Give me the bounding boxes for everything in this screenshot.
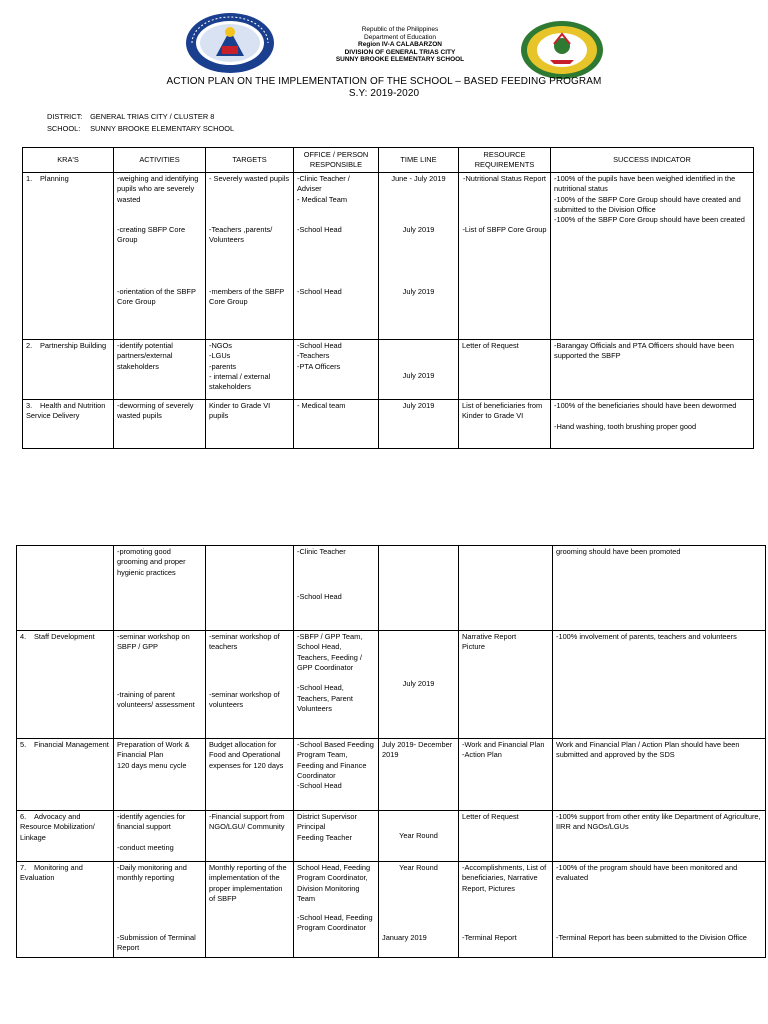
success-cell (551, 400, 754, 449)
kra-number: 2. (26, 341, 33, 350)
header-timeline: TIME LINE (379, 148, 459, 173)
target-item: -seminar workshop of teachers (209, 632, 280, 652)
office-item: -School Head -Teachers -PTA Officers (297, 341, 342, 371)
activity-item: -Daily monitoring and monthly reporting (117, 863, 187, 883)
school-info (47, 124, 234, 134)
success-text: -100% of the pupils have been weighed identified in the nutritional status -100% of the SBFP Core Group should have created and submitted to the Division Office -100% of the SBFP Core Group should have been created (554, 174, 745, 225)
success-text: -Barangay Officials and PTA Officers should have been supported the SBFP (554, 341, 734, 361)
header-targets: TARGETS (206, 148, 294, 173)
activity-item: -creating SBFP Core Group (117, 225, 186, 245)
timeline-item: July 2019 (402, 225, 435, 234)
timeline-item: January 2019 (382, 933, 427, 942)
action-plan-table-page-2 (16, 545, 766, 958)
header-kras: KRA'S (23, 148, 114, 173)
title-line-2: S.Y: 2019-2020 (348, 88, 420, 99)
success-text: -100% of the beneficiaries should have been dewormed -Hand washing, tooth brushing proper good (554, 401, 737, 431)
letterhead-line: Region IV-A CALABARZON (358, 41, 442, 49)
timeline-cell (379, 739, 459, 811)
kra-number: 5. (20, 740, 27, 749)
targets-cell (206, 546, 294, 631)
office-cell (294, 631, 379, 739)
table-row (23, 340, 754, 400)
kra-number: 3. (26, 401, 33, 410)
kra-label: Advocacy and Resource Mobilization/ Linkage (20, 812, 95, 842)
table-row (23, 400, 754, 449)
deped-seal-logo (184, 12, 276, 74)
letterhead-line: DIVISION OF GENERAL TRIAS CITY (344, 48, 456, 56)
timeline-cell (379, 173, 459, 340)
school-label: SCHOOL: (47, 124, 81, 133)
targets-cell (206, 340, 294, 400)
resources-cell (459, 546, 553, 631)
activity-item: -training of parent volunteers/ assessment (117, 690, 195, 710)
target-item: -Financial support from NGO/LGU/ Community (209, 812, 285, 832)
office-item: -School Based Feeding Program Team, Feeding and Finance Coordinator -School Head (297, 740, 374, 791)
timeline-item: July 2019 (402, 401, 435, 410)
school-value: SUNNY BROOKE ELEMENTARY SCHOOL (90, 124, 235, 133)
success-text: grooming should have been promoted (556, 547, 681, 556)
table-row (23, 173, 754, 340)
activity-item: -deworming of severely wasted pupils (117, 401, 194, 421)
activity-item: -orientation of the SBFP Core Group (117, 287, 196, 307)
success-text: -100% of the program should have been monitored and evaluated (556, 863, 738, 883)
resources-cell (459, 631, 553, 739)
activities-cell (114, 173, 206, 340)
targets-cell (206, 811, 294, 862)
kra-label: Staff Development (34, 632, 95, 641)
kra-label: Partnership Building (40, 341, 107, 350)
target-item: -NGOs -LGUs -parents - internal / external stakeholders (209, 341, 271, 392)
office-item: District Supervisor Principal Feeding Teacher (297, 812, 357, 842)
activities-cell (114, 631, 206, 739)
target-item: -seminar workshop of volunteers (209, 690, 280, 710)
success-text: Work and Financial Plan / Action Plan should have been submitted and approved by the SDS (556, 740, 740, 760)
district-label: DISTRICT: (47, 112, 83, 121)
action-plan-table-page-1 (22, 147, 754, 449)
success-cell (551, 173, 754, 340)
resource-item: Letter of Request (462, 812, 519, 821)
school-seal-logo (520, 20, 604, 80)
targets-cell (206, 739, 294, 811)
office-cell (294, 811, 379, 862)
target-item: Monthly reporting of the implementation of the proper implementation of SBFP (209, 863, 287, 903)
letterhead-line: SUNNY BROOKE ELEMENTARY SCHOOL (335, 56, 465, 64)
timeline-item: July 2019- December 2019 (382, 740, 453, 760)
kra-cell (23, 400, 114, 449)
office-item: -Clinic Teacher / Adviser - Medical Team (297, 174, 350, 204)
target-item: -Teachers ,parents/ Volunteers (209, 225, 273, 245)
activity-item: -identify agencies for financial support -conduct meeting (117, 812, 186, 852)
timeline-item: Year Round (399, 863, 438, 872)
timeline-cell (379, 546, 459, 631)
district-value: GENERAL TRIAS CITY / CLUSTER 8 (90, 112, 215, 121)
document-letterhead (300, 26, 500, 64)
kra-label: Monitoring and Evaluation (20, 863, 83, 883)
success-text: -Terminal Report has been submitted to the Division Office (556, 933, 747, 942)
activity-item: -seminar workshop on SBFP / GPP (117, 632, 190, 652)
office-item: - Medical team (297, 401, 346, 410)
resource-item: -List of SBFP Core Group (462, 225, 547, 234)
activities-cell (114, 739, 206, 811)
activities-cell (114, 546, 206, 631)
office-item: -Clinic Teacher (297, 547, 346, 556)
resource-item: -Work and Financial Plan -Action Plan (462, 740, 545, 760)
activity-item: -promoting good grooming and proper hygienic practices (117, 547, 186, 577)
office-cell (294, 173, 379, 340)
office-cell (294, 400, 379, 449)
resources-cell (459, 173, 551, 340)
office-item: -School Head (297, 287, 342, 296)
success-cell (553, 631, 766, 739)
header-resources: RESOURCE REQUIREMENTS (459, 148, 551, 173)
timeline-item: July 2019 (402, 370, 435, 380)
kra-cell (23, 340, 114, 400)
table-row (17, 631, 766, 739)
timeline-cell (379, 811, 459, 862)
activities-cell (114, 340, 206, 400)
office-item: -School Head (297, 225, 342, 234)
kra-number: 4. (20, 632, 27, 641)
resource-item: -Nutritional Status Report (463, 174, 546, 183)
header-success: SUCCESS INDICATOR (551, 148, 754, 173)
office-cell (294, 862, 379, 958)
kra-cell (17, 546, 114, 631)
document-title (0, 76, 768, 100)
success-text: -100% involvement of parents, teachers and volunteers (556, 632, 737, 641)
activity-item: -Submission of Terminal Report (117, 933, 196, 953)
table-row (17, 862, 766, 958)
office-item: -SBFP / GPP Team, School Head, Teachers, Feeding / GPP Coordinator -School Head, Teachers, Parent Volunteers (297, 632, 363, 714)
office-cell (294, 739, 379, 811)
kra-label: Health and Nutrition Service Delivery (26, 401, 106, 421)
timeline-item: July 2019 (402, 287, 435, 296)
kra-number: 1. (26, 174, 33, 183)
target-item: - Severely wasted pupils (209, 174, 290, 183)
kra-label: Financial Management (34, 740, 109, 749)
resource-item: -Accomplishments, List of beneficiaries, Narrative Report, Pictures (462, 863, 547, 893)
activity-item: Preparation of Work & Financial Plan 120 days menu cycle (117, 740, 190, 770)
office-cell (294, 546, 379, 631)
office-item: School Head, Feeding Program Coordinator, Division Monitoring Team (297, 863, 371, 903)
targets-cell (206, 862, 294, 958)
timeline-cell (379, 862, 459, 958)
letterhead-line: Department of Education (364, 33, 436, 41)
kra-label: Planning (40, 174, 69, 183)
resource-item: List of beneficiaries from Kinder to Grade VI (462, 401, 543, 421)
kra-cell (17, 811, 114, 862)
resource-item: -Terminal Report (462, 933, 517, 942)
target-item: -members of the SBFP Core Group (209, 287, 285, 307)
office-cell (294, 340, 379, 400)
kra-number: 6. (20, 812, 27, 821)
letterhead-line: Republic of the Philippines (361, 26, 439, 33)
activities-cell (114, 811, 206, 862)
kra-number: 7. (20, 863, 27, 872)
resources-cell (459, 340, 551, 400)
success-cell (553, 739, 766, 811)
resources-cell (459, 811, 553, 862)
targets-cell (206, 173, 294, 340)
target-item: Kinder to Grade VI pupils (209, 401, 271, 421)
activity-item: -weighing and identifying pupils who are severely wasted (117, 174, 199, 204)
kra-cell (23, 173, 114, 340)
targets-cell (206, 400, 294, 449)
table-row (17, 546, 766, 631)
success-cell (553, 811, 766, 862)
success-text: -100% support from other entity like Department of Agriculture, IIRR and NGOs/LGUs (556, 812, 761, 832)
success-cell (553, 862, 766, 958)
resources-cell (459, 739, 553, 811)
activities-cell (114, 400, 206, 449)
table-header-row (23, 148, 754, 173)
resource-item: Letter of Request (462, 341, 519, 350)
title-line-1: ACTION PLAN ON THE IMPLEMENTATION OF THE SCHOOL – BASED FEEDING PROGRAM (166, 76, 602, 87)
activities-cell (114, 862, 206, 958)
success-cell (551, 340, 754, 400)
timeline-cell (379, 340, 459, 400)
table-row (17, 739, 766, 811)
timeline-item: June - July 2019 (391, 174, 446, 183)
success-cell (553, 546, 766, 631)
timeline-item: Year Round (399, 830, 438, 840)
header-activities: ACTIVITIES (114, 148, 206, 173)
timeline-cell (379, 400, 459, 449)
office-item: -School Head, Feeding Program Coordinator (297, 913, 373, 933)
header-office: OFFICE / PERSON RESPONSIBLE (294, 148, 379, 173)
activity-item: -identify potential partners/external stakeholders (117, 341, 173, 371)
targets-cell (206, 631, 294, 739)
kra-cell (17, 739, 114, 811)
timeline-cell (379, 631, 459, 739)
table-row (17, 811, 766, 862)
office-item: -School Head (297, 592, 342, 601)
timeline-item: July 2019 (402, 679, 435, 689)
resources-cell (459, 862, 553, 958)
district-info (47, 112, 214, 122)
target-item: Budget allocation for Food and Operational expenses for 120 days (209, 740, 284, 770)
resources-cell (459, 400, 551, 449)
resource-item: Narrative Report Picture (462, 632, 517, 652)
kra-cell (17, 631, 114, 739)
kra-cell (17, 862, 114, 958)
